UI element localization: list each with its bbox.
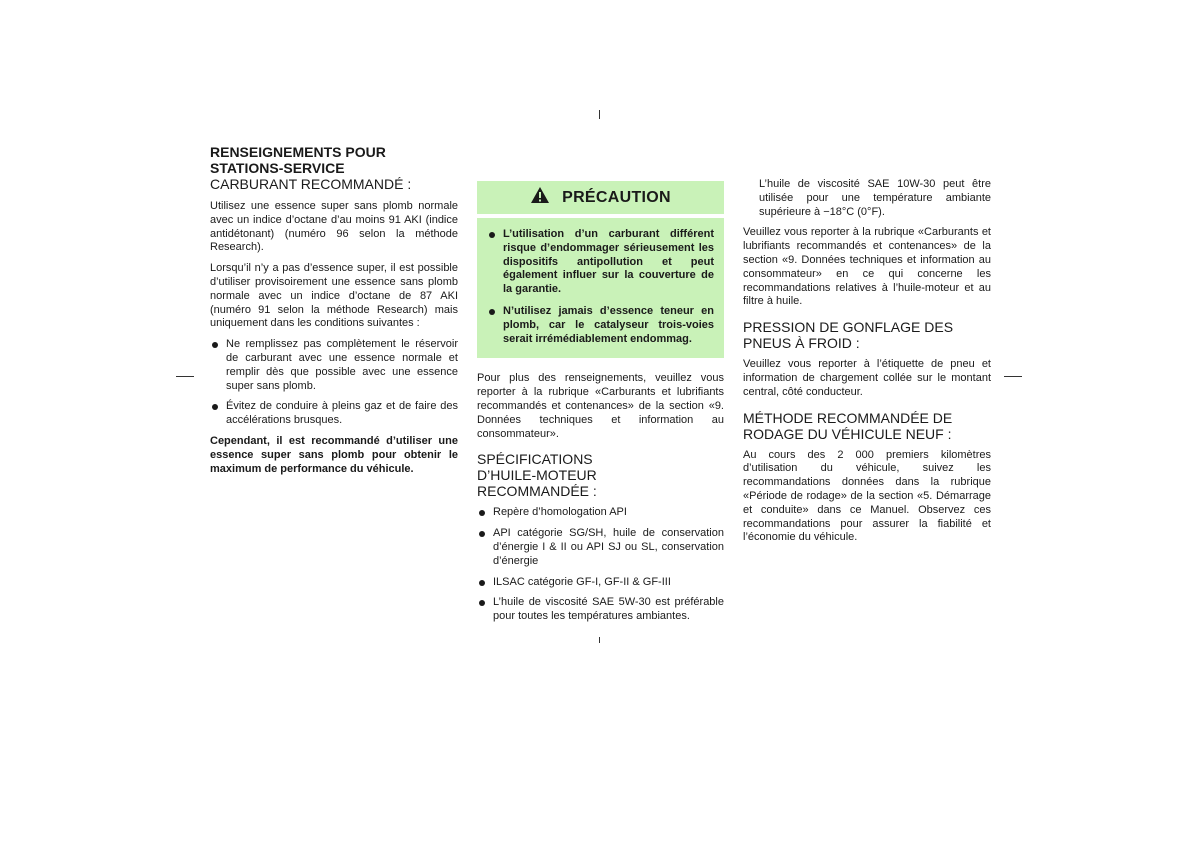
fuel-heading: CARBURANT RECOMMANDÉ :: [210, 176, 412, 192]
break-in-heading: MÉTHODE RECOMMANDÉE DE RODAGE DU VÉHICULE NEUF :: [743, 409, 953, 442]
warning-box: [477, 218, 724, 358]
bottom-crop-mark: [599, 637, 600, 643]
fuel-note-bold: Cependant, il est recommandé d’utiliser une essence super sans plomb pour obtenir le maximum de performance du véhicule.: [210, 434, 458, 475]
list-item: Évitez de conduire à pleins gaz et de faire des accélérations brusques.: [210, 400, 458, 428]
list-item: ILSAC catégorie GF-I, GF-II & GF-III: [477, 576, 724, 590]
fuel-paragraph-1: Utilisez une essence super sans plomb normale avec un indice d’octane d’au moins 91 AKI (indice antidétonant) (numéro 96 selon la méthode Research).: [210, 200, 458, 254]
right-crop-mark: [1004, 376, 1022, 377]
list-item: Ne remplissez pas complètement le réservoir de carburant avec une essence normale et remplir dès que possible avec une essence super sans plomb.: [210, 338, 458, 393]
list-item: API catégorie SG/SH, huile de conservation d’énergie I & II ou API SJ ou SL, conservation d’énergie: [477, 527, 724, 568]
oil-continuation: L’huile de viscosité SAE 10W-30 peut être utilisée pour une température ambiante supérieure à −18°C (0°F).: [759, 178, 991, 218]
oil-heading: SPÉCIFICATIONS D’HUILE-MOTEUR RECOMMANDÉE :: [477, 451, 597, 500]
list-item: L’huile de viscosité SAE 5W-30 est préférable pour toutes les températures ambiantes.: [477, 596, 724, 624]
tire-pressure-heading: PRESSION DE GONFLAGE DES PNEUS À FROID :: [743, 319, 954, 352]
column-left: [210, 144, 458, 483]
warning-header: [477, 181, 724, 214]
warning-title: PRÉCAUTION: [562, 188, 671, 206]
section-title: RENSEIGNEMENTS POUR STATIONS-SERVICE: [210, 144, 386, 176]
top-crop-mark: [599, 110, 600, 119]
list-item: N’utilisez jamais d’essence teneur en plomb, car le catalyseur trois-voies serait irrémédiablement endommag.: [487, 305, 714, 346]
column-right: [743, 178, 991, 552]
oil-reference-paragraph: Veuillez vous reporter à la rubrique «Carburants et lubrifiants recommandés et contenances» de la section «9. Données techniques et information au consommateur» en ce qui concerne les recommandations relatives à l’huile-moteur et au filtre à huile.: [743, 226, 991, 308]
warning-list: [487, 228, 714, 346]
oil-list: [477, 506, 724, 624]
fuel-conditions-list: [210, 338, 458, 428]
list-item: Repère d’homologation API: [477, 506, 724, 520]
list-item: L’utilisation d’un carburant différent risque d’endommager sérieusement les dispositifs antipollution et peut également influer sur la couverture de la garantie.: [487, 228, 714, 297]
fuel-paragraph-2: Lorsqu’il n’y a pas d’essence super, il est possible d’utiliser provisoirement une essence sans plomb normale avec un indice d’octane de 87 AKI (numéro 91 selon la méthode Research) mais uniquement dans les conditions suivantes :: [210, 262, 458, 330]
left-crop-mark: [176, 376, 194, 377]
warning-triangle-icon: [530, 186, 550, 209]
tire-pressure-paragraph: Veuillez vous reporter à l’étiquette de pneu et information de chargement collée sur le montant central, côté conducteur.: [743, 358, 991, 398]
info-paragraph: Pour plus des renseignements, veuillez vous reporter à la rubrique «Carburants et lubrifiants recommandés et contenances» de la section «9. Données techniques et information au consommateur».: [477, 372, 724, 440]
break-in-paragraph: Au cours des 2 000 premiers kilomètres d’utilisation du véhicule, suivez les recommandations données dans la rubrique «Période de rodage» de la section «5. Démarrage et conduite» dans ce Manuel. Observez ces recommandations pour assurer la fiabilité et l’économie du véhicule.: [743, 448, 991, 544]
column-middle: [477, 181, 724, 631]
